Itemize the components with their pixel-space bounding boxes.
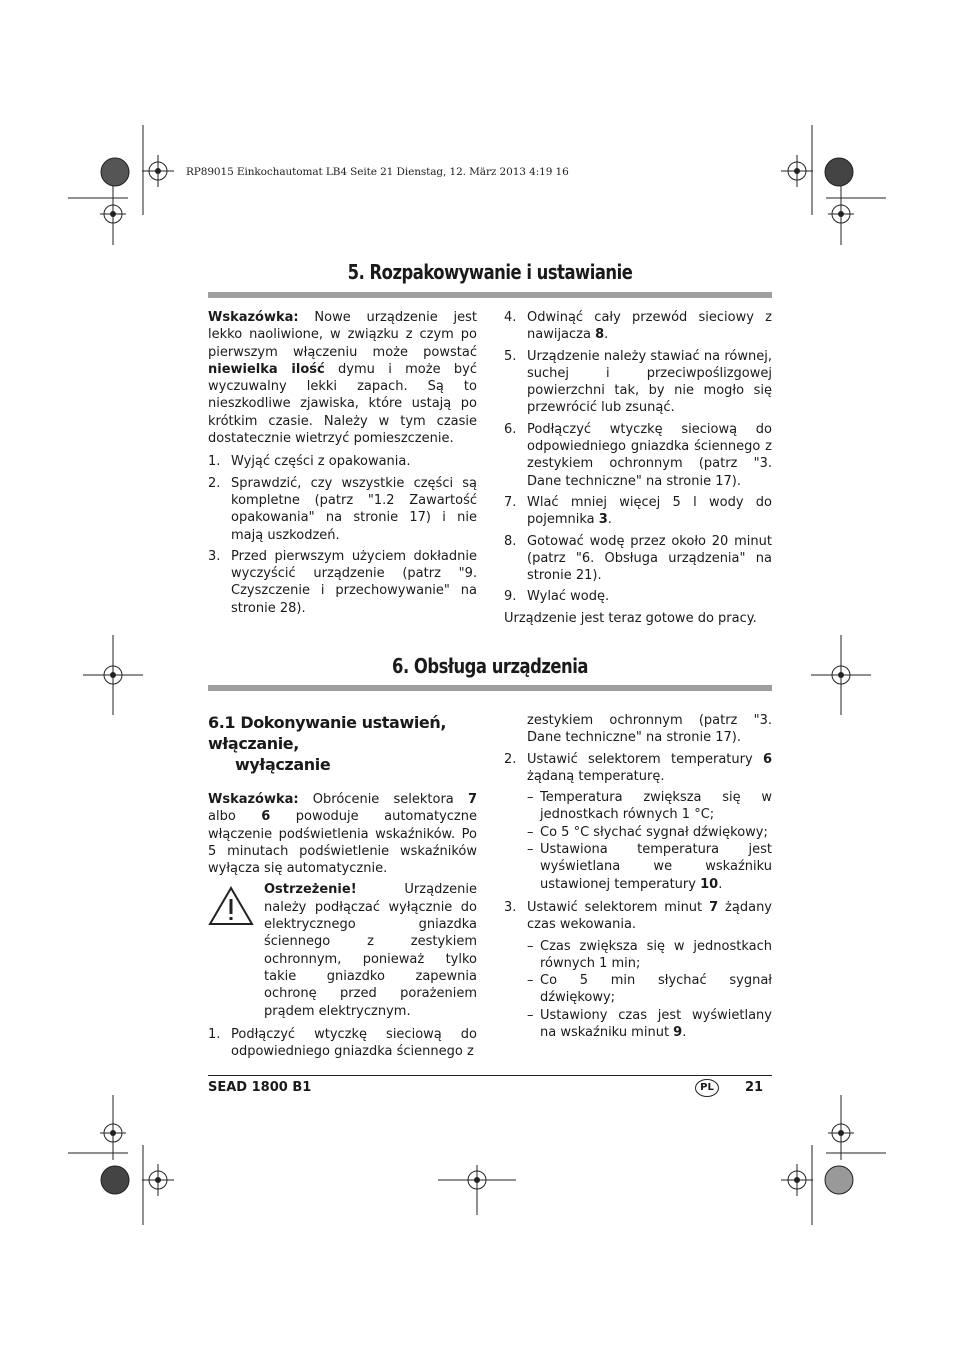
- warning-icon: [208, 881, 264, 1025]
- ready-text: Urządzenie jest teraz gotowe do pracy.: [504, 610, 757, 626]
- print-slug: RP89015 Einkochautomat LB4 Seite 21 Dienstag, 12. März 2013 4:19 16: [186, 166, 569, 178]
- section6-right-column: [504, 712, 772, 1041]
- list-item: 4. Odwinąć cały przewód sieciowy z nawijacza 8.: [504, 310, 772, 343]
- list-item: 1. Wyjąć części z opakowania.: [208, 454, 411, 470]
- list-item: 7. Wlać mniej więcej 5 l wody do pojemnika 3.: [504, 494, 772, 528]
- list-item: 9. Wylać wodę.: [504, 589, 610, 605]
- list-item: 3. Ustawić selektorem minut 7 żądany czas wekowania.: [504, 899, 772, 933]
- note-label: Wskazówka:: [208, 310, 299, 325]
- list-item: 6. Podłączyć wtyczkę sieciową do odpowiedniego gniazdka ściennego z zestykiem ochronnym (patrz "3. Dane techniczne" na stronie 17).: [504, 421, 772, 489]
- dash-item: – Ustawiony czas jest wyświetlany na wskaźniku minut 9.: [527, 1007, 772, 1041]
- list-item: 8. Gotować wodę przez około 20 minut (patrz "6. Obsługa urządzenia" na stronie 21).: [504, 533, 772, 584]
- list-item: 3. Przed pierwszym użyciem dokładnie wyczyścić urządzenie (patrz "9. Czyszczenie i przechowywanie" na stronie 28).: [208, 548, 477, 616]
- section-title: 5. Rozpakowywanie i ustawianie: [347, 260, 633, 284]
- language-badge: PL: [695, 1079, 719, 1097]
- page-number: 21: [745, 1080, 764, 1095]
- dash-item: – Ustawiona temperatura jest wyświetlana we wskaźniku ustawionej temperatury 10.: [527, 842, 772, 892]
- dash-item: – Co 5 °C słychać sygnał dźwiękowy;: [527, 824, 768, 840]
- list-item: 1. Podłączyć wtyczkę sieciową do odpowiedniego gniazdka ściennego z: [208, 1026, 477, 1060]
- footer-rule: [208, 1075, 772, 1076]
- title-bar: [208, 685, 772, 691]
- dash-item: – Temperatura zwiększa się w jednostkach równych 1 °C;: [527, 790, 772, 823]
- list-item: 2. Ustawić selektorem temperatury 6 żądaną temperaturę.: [504, 751, 772, 784]
- subsection-title: 6.1 Dokonywanie ustawień, włączanie, wyłączanie: [208, 713, 447, 774]
- list-item-continued: zestykiem ochronnym (patrz "3. Dane techniczne" na stronie 17).: [527, 713, 772, 746]
- dash-item: – Co 5 min słychać sygnał dźwiękowy;: [527, 973, 772, 1006]
- section6-left-column: [208, 712, 477, 1064]
- note-paragraph: Wskazówka: Nowe urządzenie jest lekko naoliwione, w związku z czym po pierwszym włączeniu może powstać niewielka ilość dymu i może być wyczuwalny lekki zapach. Są to nieszkodliwe zjawiska, które ustają po krótkim czasie. Należy w tym czasie dostatecznie wietrzyć pomieszczenie.: [208, 310, 477, 447]
- dash-item: – Czas zwiększa się w jednostkach równych 1 min;: [527, 938, 772, 971]
- title-bar: [208, 292, 772, 298]
- note-paragraph: Wskazówka: Obrócenie selektora 7 albo 6 powoduje automatyczne włączenie podświetlenia wskaźników. Po 5 minutach podświetlenie wskaźników wyłącza się automatycznie.: [208, 792, 477, 877]
- list-item: 5. Urządzenie należy stawiać na równej, suchej i przeciwpoślizgowej powierzchni tak, by nie mogło się przewrócić lub zsunąć.: [504, 348, 772, 416]
- section5-left-column: [208, 309, 477, 621]
- footer-model: SEAD 1800 B1: [208, 1080, 312, 1095]
- list-item: 2. Sprawdzić, czy wszystkie części są kompletne (patrz "1.2 Zawartość opakowania" na stronie 17) i nie mają uszkodzeń.: [208, 475, 477, 543]
- warning-block: Ostrzeżenie! Urządzenie należy podłączać wyłącznie do elektrycznego gniazdka ściennego z zestykiem ochronnym, ponieważ tylko takie gniazdko zapewnia ochronę przed porażeniem prądem elektrycznym.: [208, 881, 477, 1025]
- section5-right-column: [504, 309, 772, 633]
- section-title: 6. Obsługa urządzenia: [392, 654, 588, 678]
